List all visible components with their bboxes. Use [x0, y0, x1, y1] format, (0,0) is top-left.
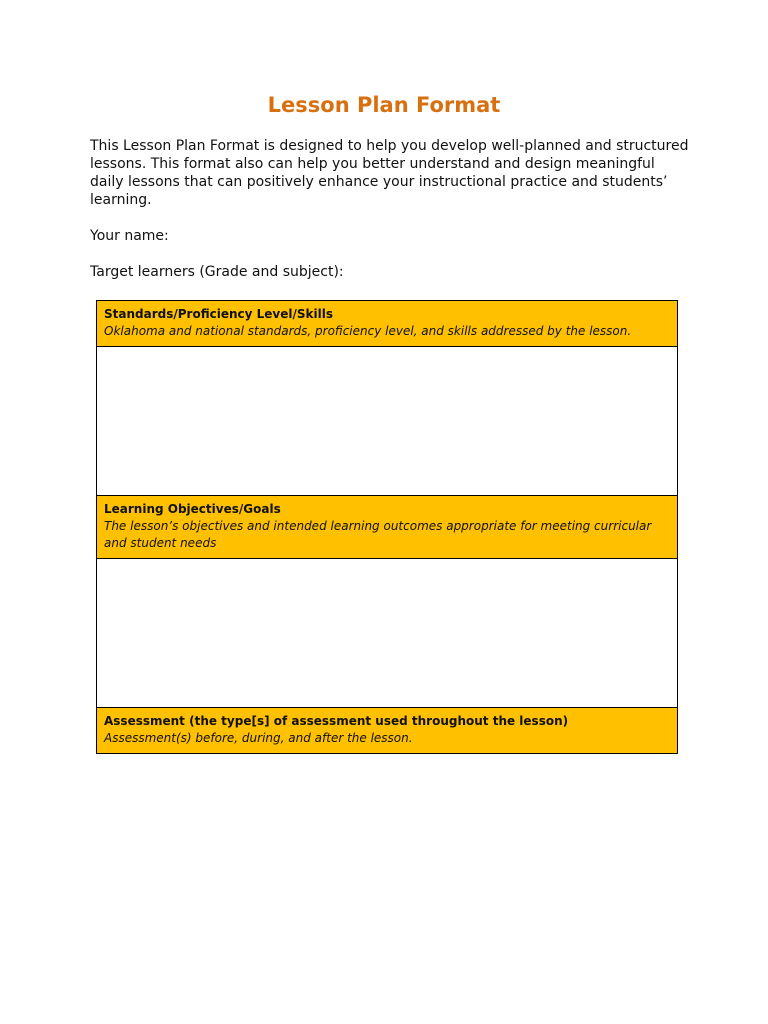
- objectives-section-description: The lesson’s objectives and intended learning outcomes appropriate for meeting curricular and student needs: [104, 519, 652, 550]
- standards-section-header: [97, 301, 677, 347]
- lesson-plan-table: [96, 300, 678, 754]
- objectives-section-entry-area[interactable]: [97, 559, 677, 708]
- assessment-section-description: Assessment(s) before, during, and after the lesson.: [104, 731, 413, 745]
- standards-section-entry-area[interactable]: [97, 347, 677, 496]
- page-title: Lesson Plan Format: [267, 93, 501, 117]
- your-name-label: Your name:: [90, 228, 169, 244]
- assessment-section-title: Assessment (the type[s] of assessment used throughout the lesson): [104, 714, 569, 728]
- intro-paragraph: This Lesson Plan Format is designed to help you develop well-planned and structured lessons. This format also can help you better understand and design meaningful daily lessons that can positively enhance your instructional practice and students’ learning.: [90, 138, 689, 208]
- objectives-section-header: [97, 496, 677, 559]
- objectives-section-title: Learning Objectives/Goals: [104, 502, 281, 516]
- standards-section-title: Standards/Proficiency Level/Skills: [104, 307, 333, 321]
- assessment-section-header: [97, 708, 677, 753]
- target-learners-label: Target learners (Grade and subject):: [90, 264, 344, 280]
- standards-section-description: Oklahoma and national standards, proficiency level, and skills addressed by the lesson.: [104, 324, 632, 338]
